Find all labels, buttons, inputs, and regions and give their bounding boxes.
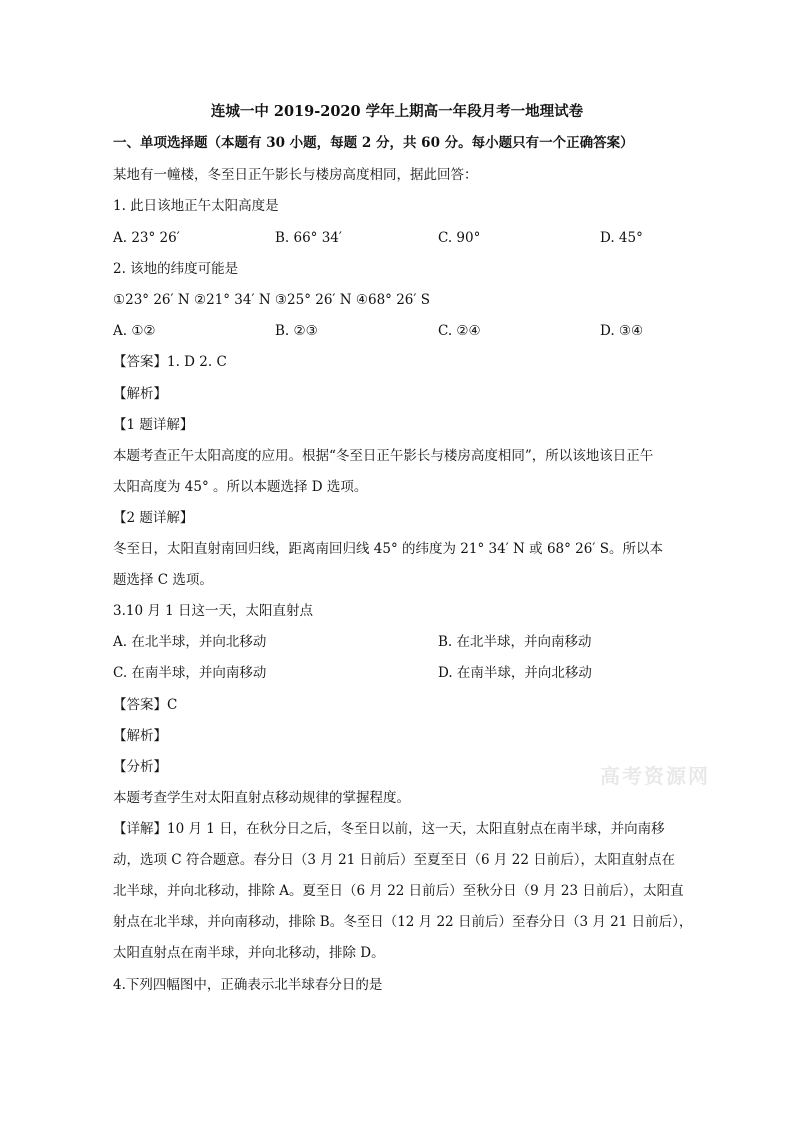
analysis-heading: 【解析】 [113, 386, 167, 402]
question-2-stem: 2. 该地的纬度可能是 [113, 261, 239, 277]
question-3-stem: 3.10 月 1 日这一天，太阳直射点 [113, 603, 314, 619]
question-2-choices: ①23° 26′ N ②21° 34′ N ③25° 26′ N ④68° 26′ S [113, 292, 430, 308]
fenxi-3-heading: 【分析】 [113, 759, 167, 775]
detail-3-line-5: 太阳直射点在南半球，并向北移动，排除 D。 [113, 945, 385, 961]
q1-option-d: D. 45° [600, 230, 643, 246]
analysis-3-heading: 【解析】 [113, 728, 167, 744]
section-heading: 一、单项选择题（本题有 30 小题，每题 2 分，共 60 分。每小题只有一个正确答案） [113, 135, 634, 151]
question-intro: 某地有一幢楼，冬至日正午影长与楼房高度相同，据此回答： [113, 167, 478, 183]
detail-1-line-2: 太阳高度为 45° 。所以本题选择 D 选项。 [113, 479, 368, 495]
question-1-stem: 1. 此日该地正午太阳高度是 [113, 198, 279, 214]
document-title: 连城一中 2019-2020 学年上期高一年段月考一地理试卷 [210, 103, 584, 120]
q3-option-b: B. 在北半球，并向南移动 [438, 634, 592, 650]
q3-option-c: C. 在南半球，并向南移动 [113, 665, 267, 681]
question-4-stem: 4.下列四幅图中，正确表示北半球春分日的是 [113, 977, 383, 993]
fenxi-3-text: 本题考查学生对太阳直射点移动规律的掌握程度。 [113, 790, 410, 806]
q2-option-d: D. ③④ [600, 323, 644, 339]
q3-option-d: D. 在南半球，并向北移动 [438, 665, 592, 681]
q1-option-b: B. 66° 34′ [275, 230, 342, 246]
q1-option-c: C. 90° [438, 230, 481, 246]
answer-1-2: 【答案】1. D 2. C [113, 354, 227, 370]
watermark: 高考资源网 [600, 764, 710, 788]
q2-option-a: A. ①② [113, 323, 156, 339]
detail-3-line-2: 动，选项 C 符合题意。春分日（3 月 21 日前后）至夏至日（6 月 22 日前后），太阳直射点在 [113, 852, 675, 868]
detail-1-heading: 【1 题详解】 [113, 417, 194, 433]
answer-3: 【答案】C [113, 697, 178, 713]
detail-2-heading: 【2 题详解】 [113, 510, 194, 526]
detail-3-line-1: 【详解】10 月 1 日，在秋分日之后，冬至日以前，这一天，太阳直射点在南半球，并向南移 [113, 821, 665, 837]
q2-option-c: C. ②④ [438, 323, 481, 339]
q3-option-a: A. 在北半球，并向北移动 [113, 634, 267, 650]
detail-2-line-2: 题选择 C 选项。 [113, 572, 213, 588]
detail-2-line-1: 冬至日，太阳直射南回归线，距离南回归线 45° 的纬度为 21° 34′ N 或 68° 26′ S。所以本 [113, 541, 663, 557]
detail-3-line-4: 射点在北半球，并向南移动，排除 B。冬至日（12 月 22 日前后）至春分日（3 月 21 日前后）， [113, 914, 693, 930]
q1-option-a: A. 23° 26′ [113, 230, 180, 246]
q2-option-b: B. ②③ [275, 323, 318, 339]
detail-3-line-3: 北半球，并向北移动，排除 A。夏至日（6 月 22 日前后）至秋分日（9 月 23 日前后），太阳直 [113, 883, 684, 899]
detail-1-line-1: 本题考查正午太阳高度的应用。根据“冬至日正午影长与楼房高度相同”，所以该地该日正午 [113, 448, 654, 464]
